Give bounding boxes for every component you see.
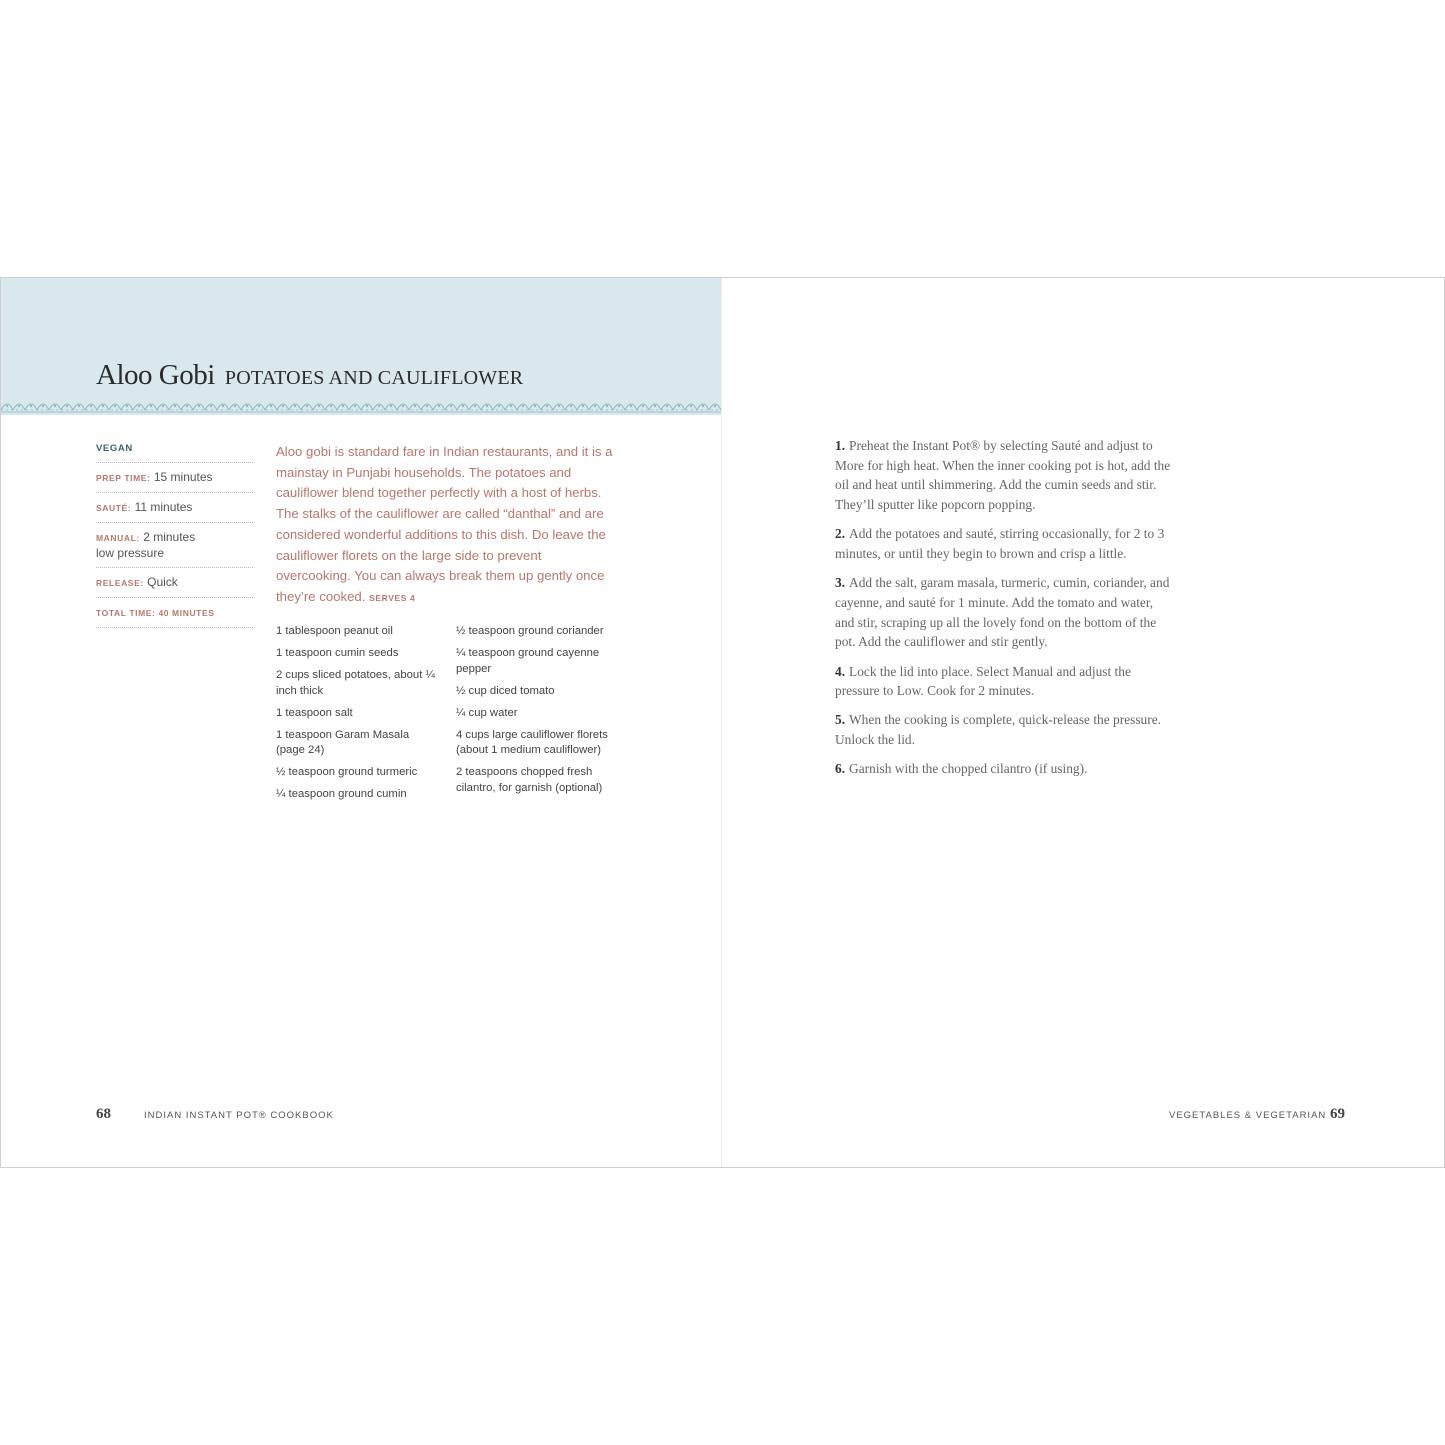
recipe-steps: [835, 436, 1175, 789]
ingredient-item: 1 teaspoon cumin seeds: [276, 647, 399, 659]
ingredient-item: 1 tablespoon peanut oil: [276, 625, 393, 637]
step-number: 6.: [835, 761, 846, 777]
recipe-title-sub: POTATOES AND CAULIFLOWER: [224, 367, 524, 389]
step-item: [835, 524, 1175, 563]
ingredients-column-2: [456, 624, 621, 803]
ingredient-item: ¼ teaspoon ground cayenne pepper: [456, 647, 600, 675]
recipe-title: [96, 354, 523, 392]
step-text: When the cooking is complete, quick-release the pressure. Unlock the lid.: [835, 712, 1162, 748]
ingredient-item: ½ teaspoon ground coriander: [456, 625, 604, 637]
ingredient-item: ¼ cup water: [456, 706, 518, 719]
title-banner: [1, 278, 721, 415]
page-number-right: 69: [1330, 1106, 1345, 1122]
ingredient-item: 2 cups sliced potatoes, about ¼ inch thick: [276, 669, 435, 697]
decorative-border: [1, 395, 721, 415]
recipe-title-main: Aloo Gobi: [96, 359, 215, 391]
meta-key: MANUAL:: [96, 533, 140, 543]
release-type: [96, 568, 253, 598]
ingredient-item: ¼ teaspoon ground cumin: [276, 788, 407, 800]
serves-label: SERVES 4: [369, 592, 416, 603]
manual-time: [96, 523, 253, 568]
step-number: 2.: [835, 526, 846, 542]
step-number: 1.: [835, 438, 846, 453]
step-text: Preheat the Instant Pot® by selecting Sauté and adjust to More for high heat. When the inner cooking pot is hot, add the oil and heat until shimmering. Add the cumin seeds and stir. They’ll sputter like popcorn popping.: [835, 438, 1171, 513]
book-spread: [0, 277, 1445, 1168]
step-item: [835, 436, 1175, 515]
step-number: 5.: [835, 712, 846, 728]
page-number-left: 68: [96, 1106, 111, 1122]
step-text: Add the salt, garam masala, turmeric, cumin, coriander, and cayenne, and sauté for 1 minute. Add the tomato and water, and stir, scraping up all the lovely fond on the bottom of the pot. Add the cauliflower and stir gently.: [835, 575, 1170, 650]
ingredient-item: 2 teaspoons chopped fresh cilantro, for garnish (optional): [456, 766, 603, 794]
step-item: [835, 759, 1175, 779]
recipe-intro: [276, 442, 616, 609]
vegan-label: VEGAN: [96, 443, 253, 463]
ingredients-column-1: [276, 624, 441, 809]
meta-key: PREP TIME:: [96, 473, 151, 483]
step-text: Add the potatoes and sauté, stirring occasionally, for 2 to 3 minutes, or until they begin to brown and crisp a little.: [835, 526, 1165, 562]
step-item: [835, 662, 1175, 701]
step-number: 3.: [835, 575, 846, 591]
meta-value: 2 minutes: [143, 530, 196, 544]
ingredient-item: ½ teaspoon ground turmeric: [276, 766, 418, 778]
ingredient-item: 1 teaspoon Garam Masala (page 24): [276, 728, 410, 756]
meta-key: SAUTÉ:: [96, 503, 132, 513]
step-text: Garnish with the chopped cilantro (if using).: [849, 761, 1088, 777]
meta-value: 11 minutes: [134, 500, 193, 514]
meta-value-2: low pressure: [96, 546, 165, 560]
page-gutter: [721, 278, 722, 1167]
meta-key: TOTAL TIME: 40 MINUTES: [96, 608, 215, 618]
step-text: Lock the lid into place. Select Manual and adjust the pressure to Low. Cook for 2 minutes.: [835, 663, 1131, 699]
meta-key: RELEASE:: [96, 578, 144, 588]
meta-value: Quick: [147, 575, 178, 589]
saute-time: [96, 493, 253, 523]
ingredient-item: 4 cups large cauliflower florets (about 1 medium cauliflower): [456, 728, 608, 756]
meta-value: 15 minutes: [153, 470, 213, 484]
running-header-left: INDIAN INSTANT POT® COOKBOOK: [144, 1110, 334, 1121]
total-time: [96, 598, 253, 628]
intro-text: Aloo gobi is standard fare in Indian restaurants, and it is a mainstay in Punjabi households. The potatoes and cauliflower blend together perfectly with a host of herbs. The stalks of the cauliflower are called “danthal” and are considered wonderful additions to this dish. Do leave the cauliflower florets on the large side to prevent overcooking. You can always break them up gently once they’re cooked.: [276, 444, 613, 604]
recipe-meta: [96, 443, 253, 628]
ingredient-item: ½ cup diced tomato: [456, 684, 555, 697]
ingredient-item: 1 teaspoon salt: [276, 706, 353, 719]
running-header-right: VEGETABLES & VEGETARIAN: [1169, 1110, 1327, 1121]
step-number: 4.: [835, 663, 846, 679]
prep-time: [96, 463, 253, 493]
step-item: [835, 710, 1175, 749]
step-item: [835, 573, 1175, 652]
